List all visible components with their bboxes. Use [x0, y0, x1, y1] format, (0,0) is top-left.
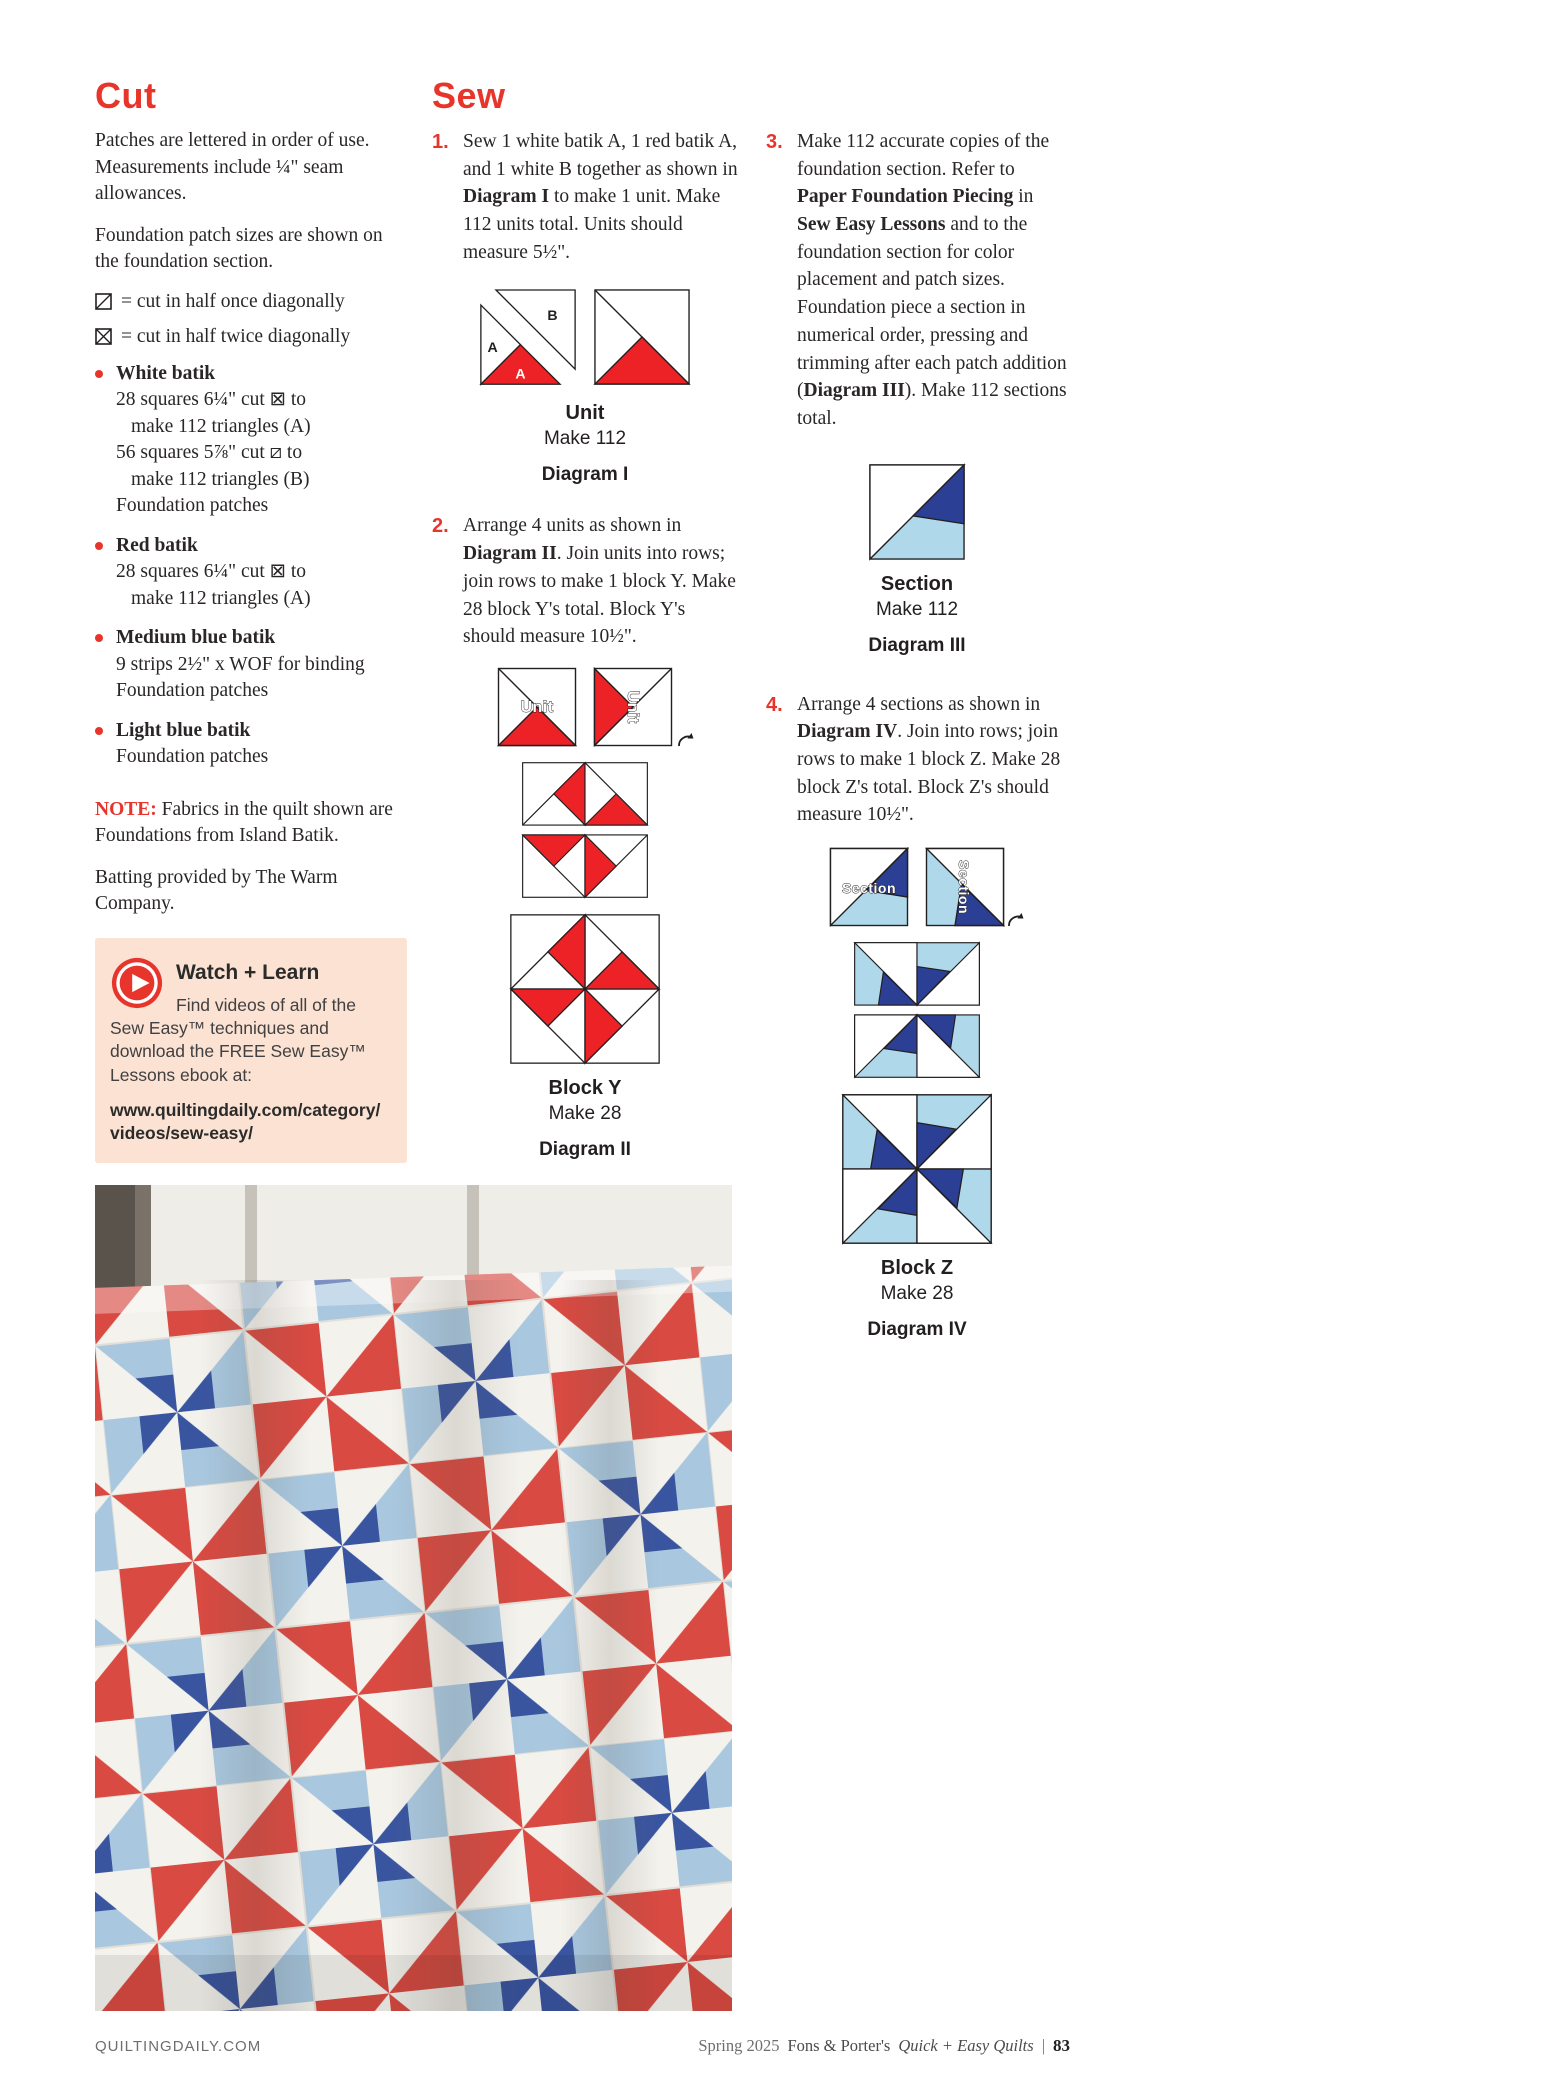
unit-label: Unit	[520, 698, 554, 716]
diagram-caption-make: Make 28	[548, 1102, 622, 1124]
step-text	[797, 128, 1068, 433]
bullet-dot	[95, 727, 103, 735]
fabric-name: Red batik	[116, 534, 198, 556]
section-labeled-square	[829, 847, 909, 927]
section-row	[766, 463, 1068, 561]
watch-learn-url	[110, 1099, 392, 1146]
diagram-1-exploded-unit	[479, 288, 577, 390]
square-cut-twice-icon	[95, 328, 112, 345]
section-arrangement-graphic	[853, 941, 981, 1079]
cut-intro-paragraph: Patches are lettered in order of use. Measurements include ¼" seam allowances.	[95, 130, 370, 205]
rotation-arrow-icon	[1006, 911, 1028, 933]
cut-column	[95, 75, 407, 1163]
diagram-3-figure	[766, 463, 1068, 657]
lesson-ref: Paper Foundation Piecing	[797, 186, 1014, 208]
cut-intro-paragraph: Foundation patch sizes are shown on the foundation section.	[95, 224, 383, 273]
footer-site: QUILTINGDAILY.COM	[95, 2038, 262, 2055]
section-label: Section	[841, 880, 897, 896]
fabric-line: make 112 triangles (A)	[131, 587, 311, 609]
diagram-caption-make: Make 112	[875, 598, 959, 620]
diagram-caption-name: Diagram I	[541, 464, 629, 486]
step-number: 3.	[766, 131, 783, 153]
fabric-item-white-batik	[95, 361, 407, 520]
sew-step-1	[432, 128, 738, 266]
fabric-line: 28 squares 6¼" cut ⊠ to	[116, 561, 307, 583]
cut-legend-twice	[95, 326, 407, 348]
watch-learn-box	[95, 938, 407, 1164]
diagram-1-figure	[432, 288, 738, 486]
fabric-item-red-batik	[95, 533, 407, 613]
footer-season: Spring 2025	[698, 2036, 780, 2055]
block-y-row	[432, 913, 738, 1065]
page-footer	[95, 2036, 1070, 2056]
note-paragraph	[95, 797, 407, 850]
unit-arrangement-graphic	[521, 761, 649, 899]
text-run: Arrange 4 units as shown in	[463, 515, 682, 537]
url-line: videos/sew-easy/	[110, 1123, 253, 1144]
diagram-caption-title: Block Y	[548, 1076, 622, 1099]
footer-publisher: Fons & Porter's	[787, 2036, 891, 2055]
quilt-photo	[95, 1185, 732, 2011]
diagram-caption-name: Diagram II	[539, 1138, 631, 1160]
diagram-caption-title: Section	[880, 572, 954, 595]
diagram-caption-make: Make 112	[543, 428, 627, 450]
diagram-caption-title: Unit	[565, 402, 605, 425]
diagram-caption-title: Block Z	[880, 1257, 954, 1279]
footer-magazine: Quick + Easy Quilts	[898, 2036, 1034, 2055]
fabric-name: Medium blue batik	[116, 627, 276, 649]
patch-label-b: B	[547, 307, 558, 324]
fabric-line: 28 squares 6¼" cut ⊠ to	[116, 389, 307, 411]
fabric-line: Foundation patches	[116, 680, 269, 702]
patch-label-a-red: A	[515, 366, 526, 383]
step-text	[463, 512, 738, 650]
bullet-dot	[95, 634, 103, 642]
section-labeled-square-rotated	[925, 847, 1005, 927]
rotation-arrow-icon	[676, 731, 698, 753]
step-text	[797, 691, 1068, 829]
diagram-caption-make: Make 28	[880, 1283, 954, 1304]
unit-labeled-square-rotated	[593, 667, 673, 747]
footer-issue	[698, 2036, 1070, 2056]
watch-learn-title: Watch + Learn	[176, 960, 320, 984]
unit-orientation-row	[432, 667, 738, 747]
text-run: . Join into rows; join rows to make 1 block Z. Make 28 block Z's total. Block Z's should measure 10½".	[797, 721, 1061, 826]
cut-legend-once	[95, 291, 407, 313]
lesson-ref: Sew Easy Lessons	[797, 214, 946, 236]
diagram-4-figure	[766, 847, 1068, 1341]
unit-arrangement-rows	[432, 761, 738, 899]
diagram-ref: Diagram IV	[797, 721, 898, 743]
step-number: 1.	[432, 131, 449, 153]
bullet-dot	[95, 542, 103, 550]
sew-column	[432, 75, 738, 1161]
diagram-ref: Diagram II	[463, 543, 557, 565]
text-run: and to the foundation section for color placement and patch sizes. Foundation piece a section in numerical order, pressing and trimming after each patch addition (	[797, 214, 1067, 402]
cut-heading: Cut	[95, 75, 157, 116]
text-run: to make 1 unit. Make 112 units total. Units should measure 5½".	[463, 186, 721, 263]
step-number: 4.	[766, 693, 783, 716]
sew-step-4	[766, 691, 1068, 829]
text-run: Arrange 4 sections as shown in	[797, 693, 1041, 715]
bullet-dot	[95, 370, 103, 378]
section-arrangement-rows	[766, 941, 1068, 1079]
text-run: ). Make 112 sections total.	[797, 380, 1067, 429]
sew-step-2	[432, 512, 738, 650]
text-run: . Join units into rows; join rows to make 1 block Y. Make 28 block Y's total. Block Y's should measure 10½".	[463, 543, 736, 648]
fabric-line: 56 squares 5⅞" cut ⧄ to	[116, 442, 303, 464]
patch-label-a: A	[487, 339, 498, 356]
block-y-graphic	[509, 913, 661, 1065]
diagram-1-caption	[432, 402, 738, 486]
section-label: Section	[956, 859, 972, 915]
url-line: www.quiltingdaily.com/category/	[110, 1099, 381, 1120]
diagram-1-units-row	[432, 288, 738, 390]
block-z-row	[766, 1093, 1068, 1245]
fabric-item-light-blue-batik	[95, 718, 407, 771]
unit-label: Unit	[624, 690, 641, 724]
text-run: Sew 1 white batik A, 1 red batik A, and 1 white B together as shown in	[463, 131, 738, 180]
diagram-4-caption	[766, 1257, 1068, 1341]
text-run: Make 112 accurate copies of the foundation section. Refer to	[797, 131, 1050, 180]
footer-page-number: 83	[1053, 2036, 1070, 2055]
sew-heading: Sew	[432, 75, 506, 116]
fabric-line: Foundation patches	[116, 495, 269, 517]
text-run: Fabrics in the quilt shown are Foundations from Island Batik.	[95, 798, 393, 847]
fabric-line: make 112 triangles (A)	[131, 415, 311, 437]
diagram-caption-name: Diagram IV	[867, 1319, 967, 1340]
square-cut-once-icon	[95, 293, 112, 310]
right-column	[766, 128, 1068, 1341]
batting-paragraph: Batting provided by The Warm Company.	[95, 866, 338, 915]
play-button-icon	[110, 956, 164, 1010]
diagram-3-caption	[766, 573, 1068, 657]
unit-labeled-square	[497, 667, 577, 747]
diagram-ref: Diagram III	[803, 380, 905, 402]
fabric-line: Foundation patches	[116, 746, 269, 768]
fabric-line: 9 strips 2½" x WOF for binding	[116, 653, 365, 675]
legend-text: = cut in half once diagonally	[121, 290, 345, 312]
fabric-name: White batik	[116, 362, 216, 384]
section-orientation-row	[766, 847, 1068, 927]
fabric-name: Light blue batik	[116, 719, 251, 741]
block-z-graphic	[841, 1093, 993, 1245]
quilt-photo-graphic	[95, 1185, 732, 2011]
note-label: NOTE:	[95, 798, 157, 820]
diagram-ref: Diagram I	[463, 186, 550, 208]
text-run: in	[1013, 186, 1034, 208]
diagram-2-figure	[432, 667, 738, 1161]
watch-learn-body: Find videos of all of the Sew Easy™ techniques and download the FREE Sew Easy™ Lessons ebook at:	[110, 994, 366, 1085]
diagram-2-caption	[432, 1077, 738, 1161]
step-text	[463, 128, 738, 266]
legend-text: = cut in half twice diagonally	[121, 325, 351, 347]
diagram-3-section	[868, 463, 966, 561]
fabric-item-medium-blue-batik	[95, 625, 407, 705]
footer-divider: |	[1041, 2036, 1045, 2055]
sew-step-3	[766, 128, 1068, 433]
fabric-line: make 112 triangles (B)	[131, 468, 310, 490]
diagram-caption-name: Diagram III	[868, 634, 966, 656]
diagram-1-finished-unit	[593, 288, 691, 386]
step-number: 2.	[432, 515, 449, 538]
